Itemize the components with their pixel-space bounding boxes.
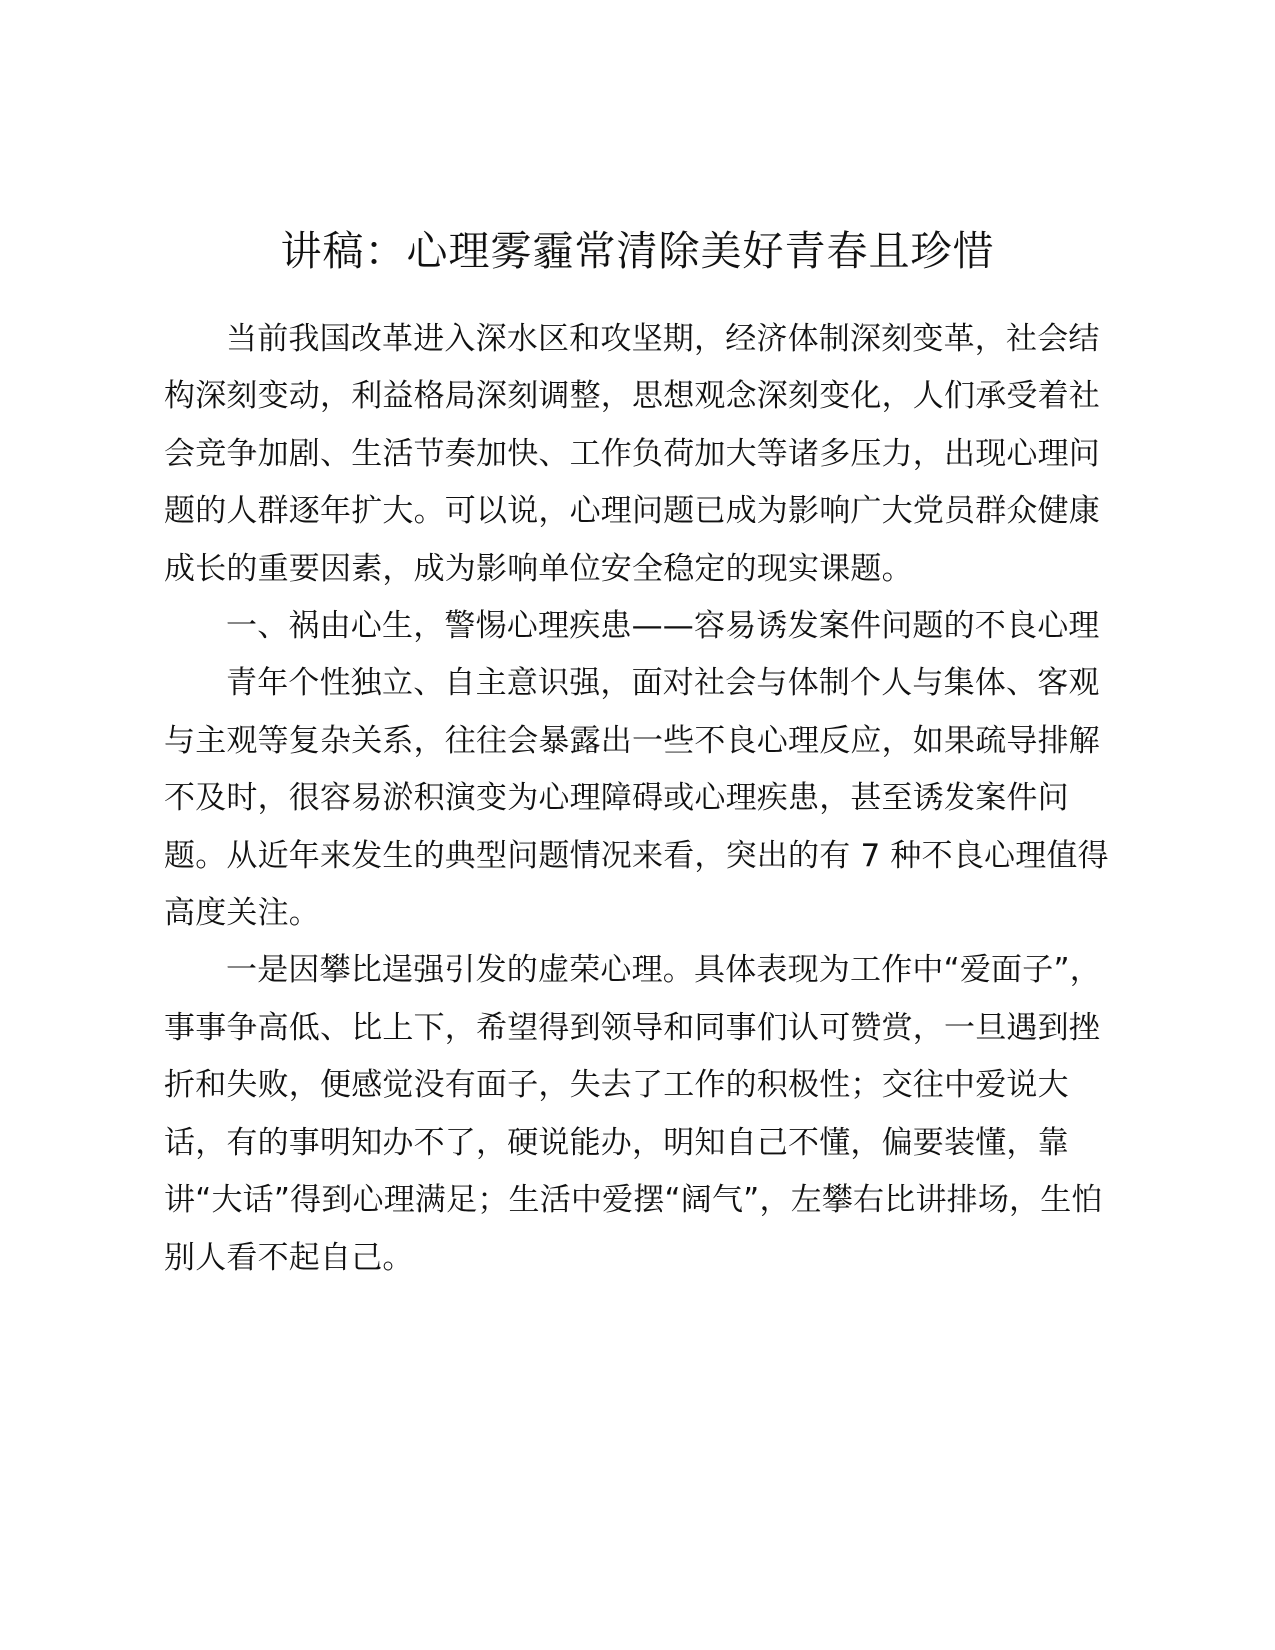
paragraph-vanity-psychology: 一是因攀比逞强引发的虚荣心理。具体表现为工作中“爱面子”，事事争高低、比上下，希望得到领导和同事们认可赞赏，一旦遇到挫折和失败，便感觉没有面子，失去了工作的积极性；交往中爱说大话，有的事明知办不了，硬说能办，明知自己不懂，偏要装懂，靠讲“大话”得到心理满足；生活中爱摆“阔气”，左攀右比讲排场，生怕别人看不起自己。: [164, 952, 1103, 1276]
paragraph-youth-psychology: 青年个性独立、自主意识强，面对社会与体制个人与集体、客观与主观等复杂关系，往往会暴露出一些不良心理反应，如果疏导排解不及时，很容易淤积演变为心理障碍或心理疾患，甚至诱发案件问题。从近年来发生的典型问题情况来看，突出的有 7 种不良心理值得高度关注。: [164, 665, 1109, 932]
section-heading-1: 一、祸由心生，警惕心理疾患——容易诱发案件问题的不良心理: [226, 608, 1100, 645]
paragraph-intro: 当前我国改革进入深水区和攻坚期，经济体制深刻变革，社会结构深刻变动，利益格局深刻调整，思想观念深刻变化，人们承受着社会竞争加剧、生活节奏加快、工作负荷加大等诸多压力，出现心理问题的人群逐年扩大。可以说，心理问题已成为影响广大党员群众健康成长的重要因素，成为影响单位安全稳定的现实课题。: [164, 321, 1100, 587]
document-title: 讲稿：心理雾霾常清除美好青春且珍惜: [280, 227, 995, 275]
document-body: [164, 311, 1112, 1287]
